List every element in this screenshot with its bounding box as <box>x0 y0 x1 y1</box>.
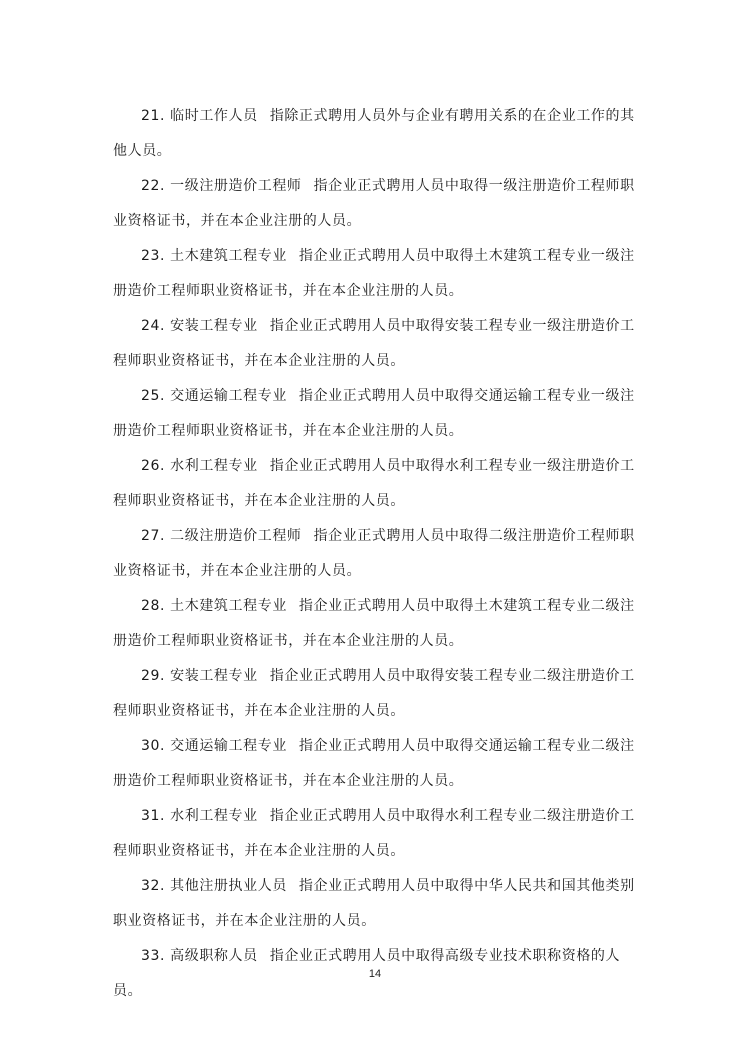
entry-term: 21. 临时工作人员 <box>141 108 258 124</box>
entry-definition: 指企业正式聘用人员中取得交通运输工程专业二级注册造价工程师职业资格证书，并在本企业注册的人员。 <box>113 738 635 789</box>
definition-entry-26 <box>113 449 643 519</box>
definition-entry-29 <box>113 659 643 729</box>
entry-term: 22. 一级注册造价工程师 <box>141 178 302 194</box>
definitions-list <box>113 99 643 1009</box>
entry-definition: 指企业正式聘用人员中取得水利工程专业二级注册造价工程师职业资格证书，并在本企业注册的人员。 <box>113 808 635 859</box>
definition-entry-22 <box>113 169 643 239</box>
entry-definition: 指企业正式聘用人员中取得一级注册造价工程师职业资格证书，并在本企业注册的人员。 <box>113 178 635 229</box>
entry-term: 23. 土木建筑工程专业 <box>141 248 287 264</box>
entry-definition: 指企业正式聘用人员中取得土木建筑工程专业二级注册造价工程师职业资格证书，并在本企业注册的人员。 <box>113 598 635 649</box>
entry-definition: 指企业正式聘用人员中取得土木建筑工程专业一级注册造价工程师职业资格证书，并在本企业注册的人员。 <box>113 248 635 299</box>
entry-term: 31. 水利工程专业 <box>141 808 258 824</box>
definition-entry-28 <box>113 589 643 659</box>
entry-definition: 指企业正式聘用人员中取得安装工程专业一级注册造价工程师职业资格证书，并在本企业注册的人员。 <box>113 318 635 369</box>
entry-definition: 指企业正式聘用人员中取得安装工程专业二级注册造价工程师职业资格证书，并在本企业注册的人员。 <box>113 668 635 719</box>
entry-definition: 指企业正式聘用人员中取得二级注册造价工程师职业资格证书，并在本企业注册的人员。 <box>113 528 635 579</box>
entry-term: 26. 水利工程专业 <box>141 458 258 474</box>
definition-entry-23 <box>113 239 643 309</box>
entry-definition: 指除正式聘用人员外与企业有聘用关系的在企业工作的其他人员。 <box>113 108 635 159</box>
definition-entry-25 <box>113 379 643 449</box>
definition-entry-21 <box>113 99 643 169</box>
entry-term: 30. 交通运输工程专业 <box>141 738 287 754</box>
entry-term: 28. 土木建筑工程专业 <box>141 598 287 614</box>
definition-entry-31 <box>113 799 643 869</box>
entry-definition: 指企业正式聘用人员中取得高级专业技术职称资格的人员。 <box>113 948 621 999</box>
entry-definition: 指企业正式聘用人员中取得水利工程专业一级注册造价工程师职业资格证书，并在本企业注册的人员。 <box>113 458 635 509</box>
entry-term: 32. 其他注册执业人员 <box>141 878 287 894</box>
entry-term: 27. 二级注册造价工程师 <box>141 528 302 544</box>
entry-term: 29. 安装工程专业 <box>141 668 258 684</box>
entry-definition: 指企业正式聘用人员中取得中华人民共和国其他类别职业资格证书，并在本企业注册的人员。 <box>113 878 635 929</box>
definition-entry-24 <box>113 309 643 379</box>
definition-entry-32 <box>113 869 643 939</box>
entry-term: 24. 安装工程专业 <box>141 318 258 334</box>
page-number: 14 <box>368 968 382 980</box>
entry-definition: 指企业正式聘用人员中取得交通运输工程专业一级注册造价工程师职业资格证书，并在本企业注册的人员。 <box>113 388 635 439</box>
definition-entry-30 <box>113 729 643 799</box>
entry-term: 25. 交通运输工程专业 <box>141 388 287 404</box>
definition-entry-27 <box>113 519 643 589</box>
entry-term: 33. 高级职称人员 <box>141 948 258 964</box>
